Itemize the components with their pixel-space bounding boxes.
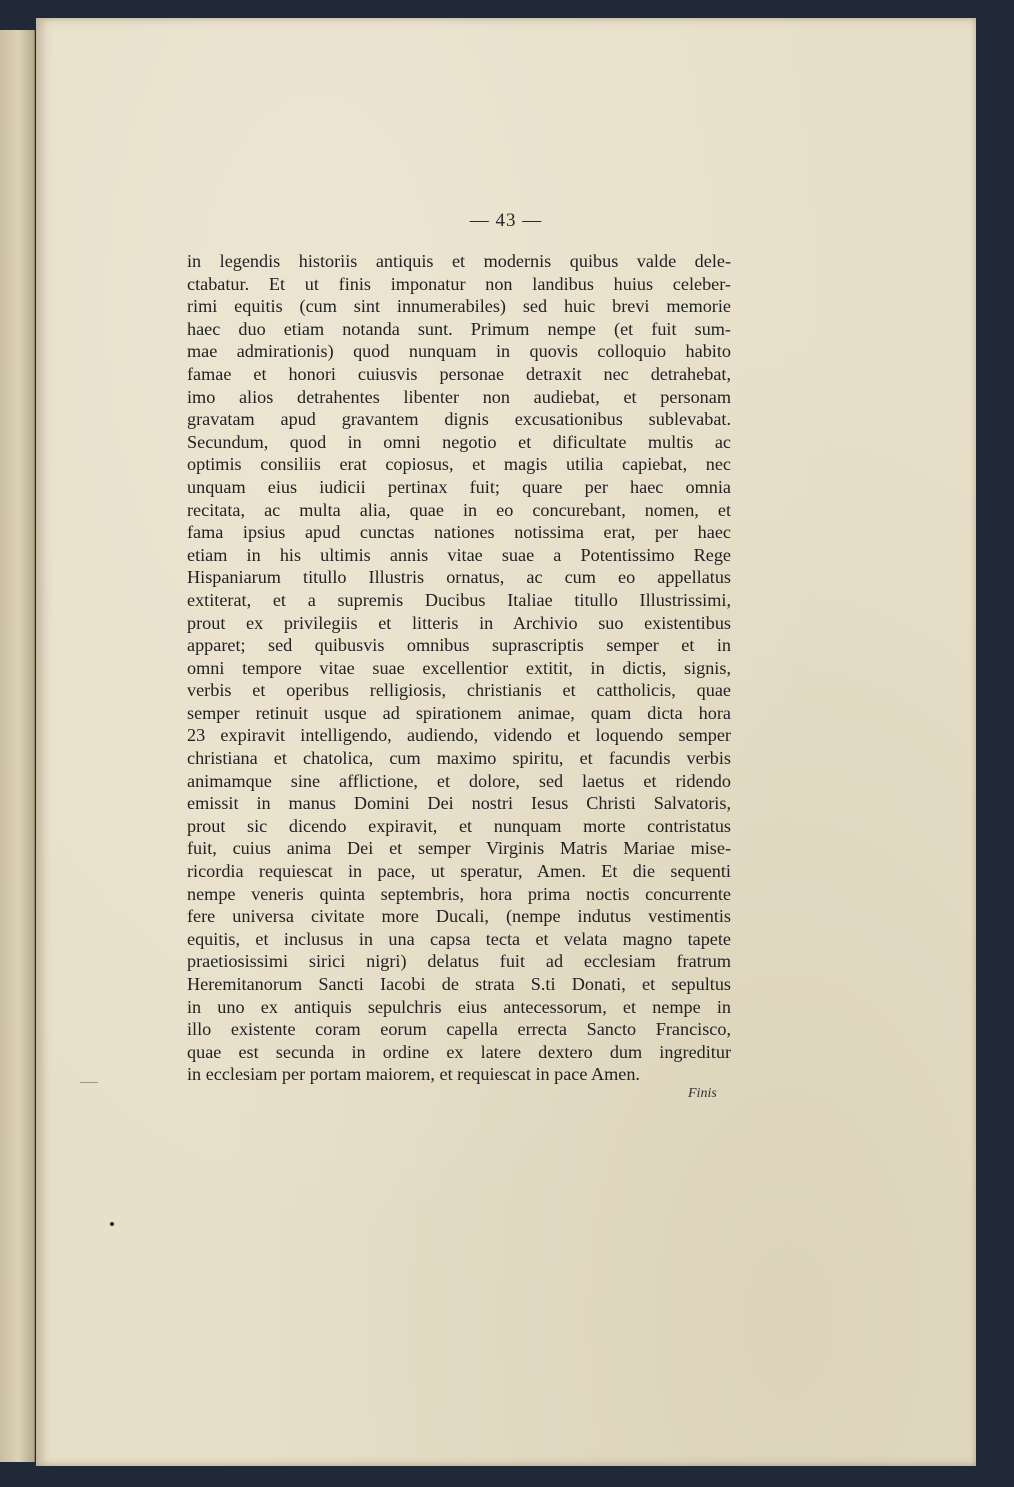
- text-line: emissit in manus Domini Dei nostri Iesus Christi Salvatoris,: [187, 793, 731, 814]
- paper-mark: [80, 1082, 98, 1083]
- text-line: apparet; sed quibusvis omnibus suprascriptis semper et in: [187, 635, 731, 656]
- text-line: Secundum, quod in omni negotio et dificultate multis ac: [187, 431, 731, 452]
- ink-speck: [110, 1222, 114, 1226]
- text-line: fama ipsius apud cunctas nationes notissima erat, per haec: [187, 522, 731, 543]
- body-text: [187, 250, 731, 1086]
- text-line: christiana et chatolica, cum maximo spiritu, et facundis verbis: [187, 748, 731, 769]
- text-line: praetiosissimi sirici nigri) delatus fuit ad ecclesiam fratrum: [187, 951, 731, 972]
- page-number: — 43 —: [469, 210, 543, 231]
- text-line: quae est secunda in ordine ex latere dextero dum ingreditur: [187, 1041, 731, 1062]
- text-line: recitata, ac multa alia, quae in eo concurebant, nomen, et: [187, 499, 731, 520]
- finis-label: Finis: [688, 1086, 717, 1101]
- text-line: optimis consiliis erat copiosus, et magis utilia capiebat, nec: [187, 454, 731, 475]
- text-line: fere universa civitate more Ducali, (nempe indutus vestimentis: [187, 906, 731, 927]
- text-line: illo existente coram eorum capella errecta Sancto Francisco,: [187, 1019, 731, 1040]
- text-line: mae admirationis) quod nunquam in quovis colloquio habito: [187, 341, 731, 362]
- previous-page-edge: [0, 30, 35, 1462]
- text-line: 23 expiravit intelligendo, audiendo, videndo et loquendo semper: [187, 725, 731, 746]
- text-line: rimi equitis (cum sint innumerabiles) sed huic brevi memorie: [187, 296, 731, 317]
- text-line: animamque sine afflictione, et dolore, sed laetus et ridendo: [187, 770, 731, 791]
- text-line: fuit, cuius anima Dei et semper Virginis Matris Mariae mise-: [187, 838, 731, 859]
- text-line: extiterat, et a supremis Ducibus Italiae titullo Illustrissimi,: [187, 589, 731, 610]
- text-line: ctabatur. Et ut finis imponatur non landibus huius celeber-: [187, 273, 731, 294]
- text-line: gravatam apud gravantem dignis excusationibus sublevabat.: [187, 409, 731, 430]
- text-line: famae et honori cuiusvis personae detraxit nec detrahebat,: [187, 363, 731, 384]
- text-line: in legendis historiis antiquis et modernis quibus valde dele-: [187, 251, 731, 271]
- text-line: imo alios detrahentes libenter non audiebat, et personam: [187, 386, 731, 407]
- text-line: haec duo etiam notanda sunt. Primum nempe (et fuit sum-: [187, 318, 731, 339]
- text-line: prout ex privilegiis et litteris in Archivio suo existentibus: [187, 612, 731, 633]
- text-line: omni tempore vitae suae excellentior extitit, in dictis, signis,: [187, 657, 731, 678]
- text-line: in uno ex antiquis sepulchris eius antecessorum, et nempe in: [187, 996, 731, 1017]
- text-line: verbis et operibus relligiosis, christianis et cattholicis, quae: [187, 680, 731, 701]
- text-line: ricordia requiescat in pace, ut speratur, Amen. Et die sequenti: [187, 861, 731, 882]
- text-line: unquam eius iudicii pertinax fuit; quare per haec omnia: [187, 476, 731, 497]
- text-line: equitis, et inclusus in una capsa tecta et velata magno tapete: [187, 928, 731, 949]
- text-line: semper retinuit usque ad spirationem animae, quam dicta hora: [187, 702, 731, 723]
- text-line: prout sic dicendo expiravit, et nunquam morte contristatus: [187, 815, 731, 836]
- text-line: nempe veneris quinta septembris, hora prima noctis concurrente: [187, 883, 731, 904]
- text-line: Hispaniarum titullo Illustris ornatus, ac cum eo appellatus: [187, 567, 731, 588]
- book-page: [36, 18, 976, 1466]
- text-line: in ecclesiam per portam maiorem, et requiescat in pace Amen.: [187, 1064, 640, 1085]
- text-line: etiam in his ultimis annis vitae suae a Potentissimo Rege: [187, 544, 731, 565]
- text-line: Heremitanorum Sancti Iacobi de strata S.ti Donati, et sepultus: [187, 974, 731, 994]
